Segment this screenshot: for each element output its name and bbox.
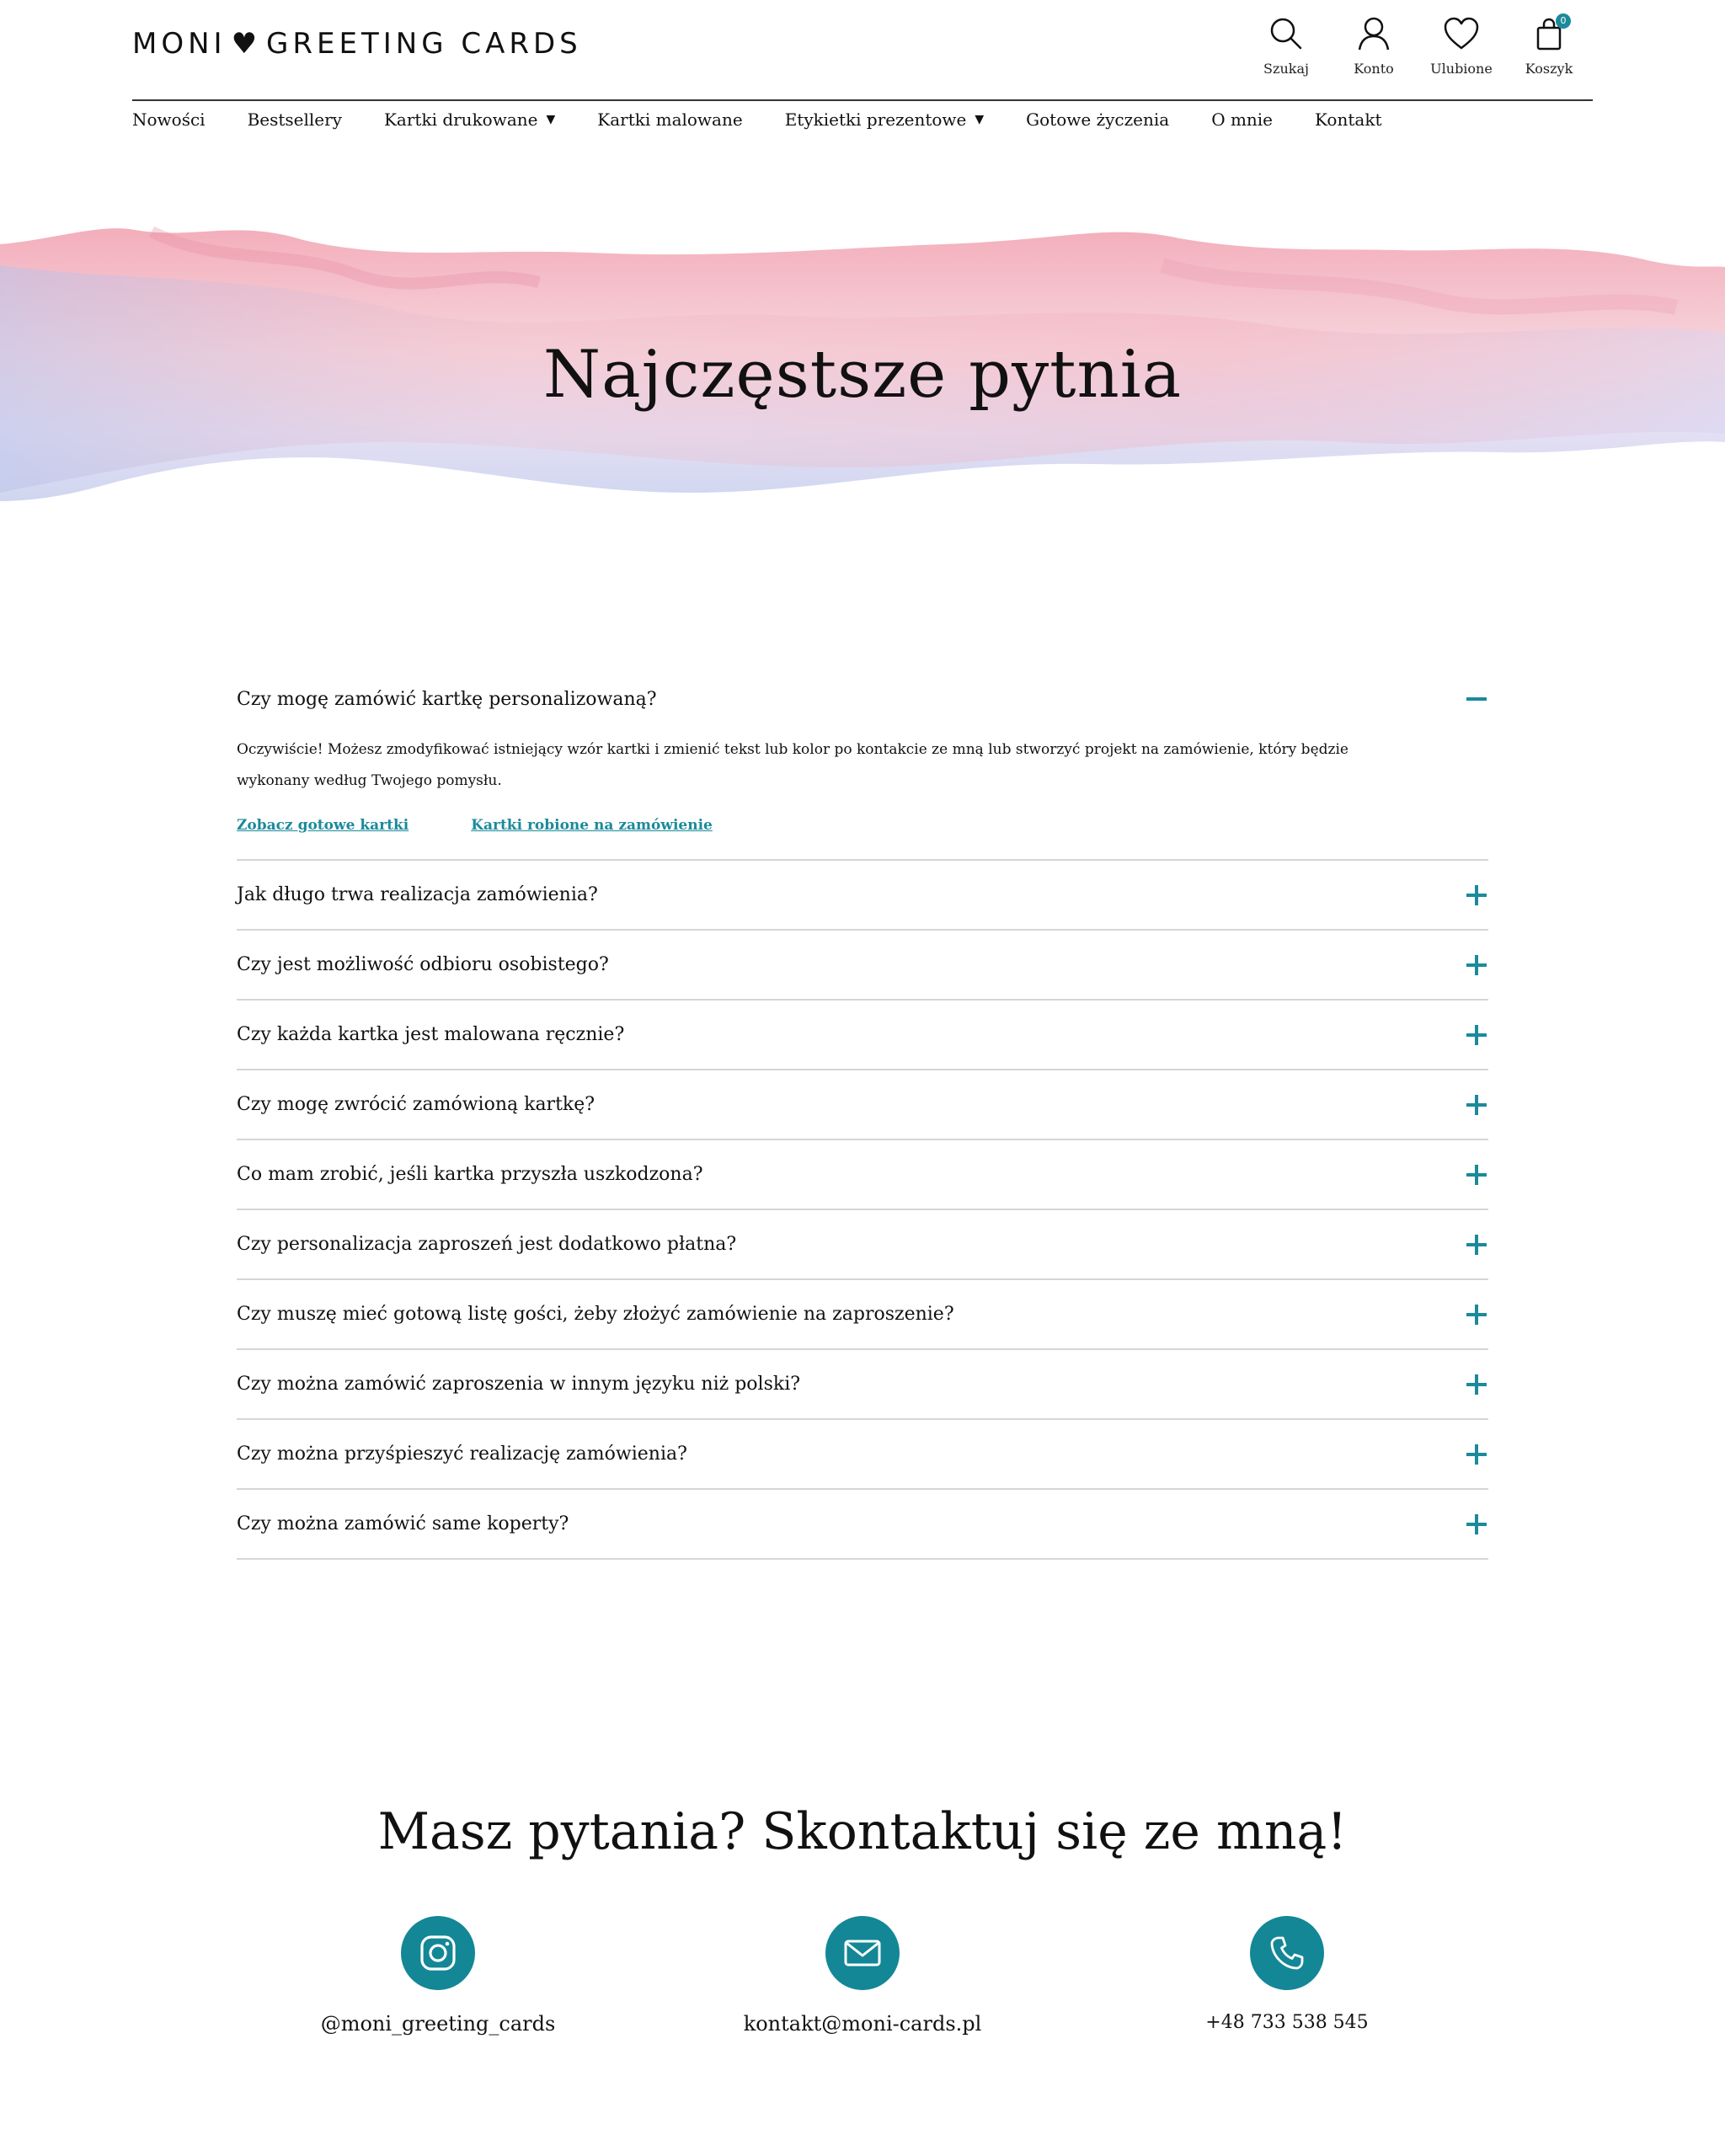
faq-question-toggle[interactable] xyxy=(237,1280,1488,1348)
nav-item-kartki-malowane[interactable] xyxy=(597,109,742,130)
nav-label: Bestsellery xyxy=(247,109,342,130)
plus-icon[interactable] xyxy=(1466,1444,1487,1465)
phone-icon xyxy=(1267,1933,1307,1973)
plus-icon[interactable] xyxy=(1466,1095,1487,1115)
faq-item xyxy=(237,861,1488,931)
header-icons xyxy=(1242,15,1593,77)
envelope-icon xyxy=(842,1933,883,1973)
faq-item xyxy=(237,1210,1488,1280)
cart-icon-wrap xyxy=(1530,15,1567,52)
faq-question-toggle[interactable] xyxy=(237,931,1488,999)
faq-question: Czy muszę mieć gotową listę gości, żeby złożyć zamówienie na zaproszenie? xyxy=(237,1304,954,1325)
contact-links xyxy=(0,1916,1725,2042)
email-address: kontakt@moni-cards.pl xyxy=(743,2012,982,2036)
faq-question: Czy można zamówić same koperty? xyxy=(237,1513,569,1534)
faq-question-toggle[interactable] xyxy=(237,1490,1488,1558)
faq-question-toggle[interactable] xyxy=(237,1001,1488,1069)
faq-question: Czy jest możliwość odbioru osobistego? xyxy=(237,954,609,975)
faq-question: Czy mogę zwrócić zamówioną kartkę? xyxy=(237,1094,595,1115)
faq-answer: Oczywiście! Możesz zmodyfikować istniejący wzór kartki i zmienić tekst lub kolor po kontakcie ze mną lub stworzyć projekt na zamówienie, który będzie wykonany według Twojego pomysłu. xyxy=(237,741,1348,789)
plus-icon[interactable] xyxy=(1466,955,1487,975)
faq-question: Czy mogę zamówić kartkę personalizowaną? xyxy=(237,689,657,710)
faq-question-toggle[interactable] xyxy=(237,1210,1488,1278)
nav-label: Kartki malowane xyxy=(597,109,743,130)
search-button[interactable] xyxy=(1242,15,1330,77)
heart-icon: ♥ xyxy=(231,27,262,61)
faq-item xyxy=(237,1140,1488,1210)
cart-label: Koszyk xyxy=(1525,61,1573,77)
faq-question-toggle[interactable] xyxy=(237,665,1488,734)
nav-item-etykietki[interactable] xyxy=(785,109,984,130)
plus-icon[interactable] xyxy=(1466,1374,1487,1395)
faq-answer-links xyxy=(237,817,1488,859)
email-circle xyxy=(825,1916,900,1990)
chevron-down-icon: ▼ xyxy=(975,113,985,126)
faq-item xyxy=(237,1070,1488,1140)
faq-question-toggle[interactable] xyxy=(237,1070,1488,1139)
logo-text-right: GREETING CARDS xyxy=(266,27,582,61)
nav-item-kartki-drukowane[interactable] xyxy=(384,109,555,130)
faq-question: Co mam zrobić, jeśli kartka przyszła uszkodzona? xyxy=(237,1164,703,1185)
faq-question-toggle[interactable] xyxy=(237,1140,1488,1209)
faq-question: Czy każda kartka jest malowana ręcznie? xyxy=(237,1024,625,1045)
nav-label: Gotowe życzenia xyxy=(1026,109,1170,130)
favorites-label: Ulubione xyxy=(1430,61,1493,77)
faq-accordion xyxy=(237,665,1488,1560)
plus-icon[interactable] xyxy=(1466,1305,1487,1325)
nav-label: Kartki drukowane xyxy=(383,109,538,130)
plus-icon[interactable] xyxy=(1466,885,1487,905)
favorites-button[interactable] xyxy=(1418,15,1505,77)
nav-label: O mnie xyxy=(1211,109,1274,130)
faq-item xyxy=(237,1280,1488,1350)
faq-item-open xyxy=(237,665,1488,861)
plus-icon[interactable] xyxy=(1466,1235,1487,1255)
nav-label: Etykietki prezentowe xyxy=(784,109,967,130)
site-header xyxy=(132,0,1593,101)
logo-text-left: MONI xyxy=(132,27,227,61)
faq-question: Jak długo trwa realizacja zamówienia? xyxy=(237,884,598,905)
faq-question-toggle[interactable] xyxy=(237,1420,1488,1488)
nav-item-gotowe-zyczenia[interactable] xyxy=(1026,109,1169,130)
faq-question: Czy można zamówić zaproszenia w innym języku niż polski? xyxy=(237,1374,801,1395)
phone-number: +48 733 538 545 xyxy=(1205,2012,1369,2033)
search-label: Szukaj xyxy=(1263,61,1309,77)
instagram-icon xyxy=(418,1933,458,1973)
faq-question: Czy można przyśpieszyć realizację zamówienia? xyxy=(237,1444,687,1465)
minus-icon[interactable] xyxy=(1466,689,1487,709)
nav-item-o-mnie[interactable] xyxy=(1211,109,1273,130)
email-link[interactable] xyxy=(686,1916,1039,2036)
faq-item xyxy=(237,1420,1488,1490)
link-gotowe-kartki[interactable]: Zobacz gotowe kartki xyxy=(237,817,409,834)
main-nav xyxy=(132,109,1423,130)
user-icon xyxy=(1355,15,1392,52)
nav-label: Nowości xyxy=(132,109,206,130)
nav-item-bestsellery[interactable] xyxy=(248,109,342,130)
nav-item-kontakt[interactable] xyxy=(1315,109,1381,130)
instagram-handle: @moni_greeting_cards xyxy=(320,2012,556,2036)
contact-heading: Masz pytania? Skontaktuj się ze mną! xyxy=(377,1802,1348,1861)
instagram-link[interactable] xyxy=(261,1916,615,2036)
cart-button[interactable] xyxy=(1505,15,1593,77)
nav-item-nowosci[interactable] xyxy=(132,109,206,130)
heart-outline-icon xyxy=(1443,15,1480,52)
account-label: Konto xyxy=(1354,61,1394,77)
link-kartki-na-zamowienie[interactable]: Kartki robione na zamówienie xyxy=(471,817,713,834)
faq-question-toggle[interactable] xyxy=(237,1350,1488,1418)
site-logo[interactable] xyxy=(132,27,582,61)
faq-question-toggle[interactable] xyxy=(237,861,1488,929)
plus-icon[interactable] xyxy=(1466,1165,1487,1185)
phone-link[interactable] xyxy=(1110,1916,1464,2033)
phone-circle xyxy=(1250,1916,1324,1990)
faq-item xyxy=(237,1001,1488,1070)
faq-item xyxy=(237,1490,1488,1560)
search-icon xyxy=(1268,15,1305,52)
nav-label: Kontakt xyxy=(1315,109,1382,130)
header-divider xyxy=(132,99,1593,101)
instagram-circle xyxy=(401,1916,475,1990)
account-button[interactable] xyxy=(1330,15,1418,77)
plus-icon[interactable] xyxy=(1466,1514,1487,1534)
faq-question: Czy personalizacja zaproszeń jest dodatkowo płatna? xyxy=(237,1234,737,1255)
chevron-down-icon: ▼ xyxy=(546,113,556,126)
page-title: Najczęstsze pytnia xyxy=(542,337,1183,413)
cart-count-badge: 0 xyxy=(1556,13,1571,29)
plus-icon[interactable] xyxy=(1466,1025,1487,1045)
faq-item xyxy=(237,1350,1488,1420)
faq-item xyxy=(237,931,1488,1001)
